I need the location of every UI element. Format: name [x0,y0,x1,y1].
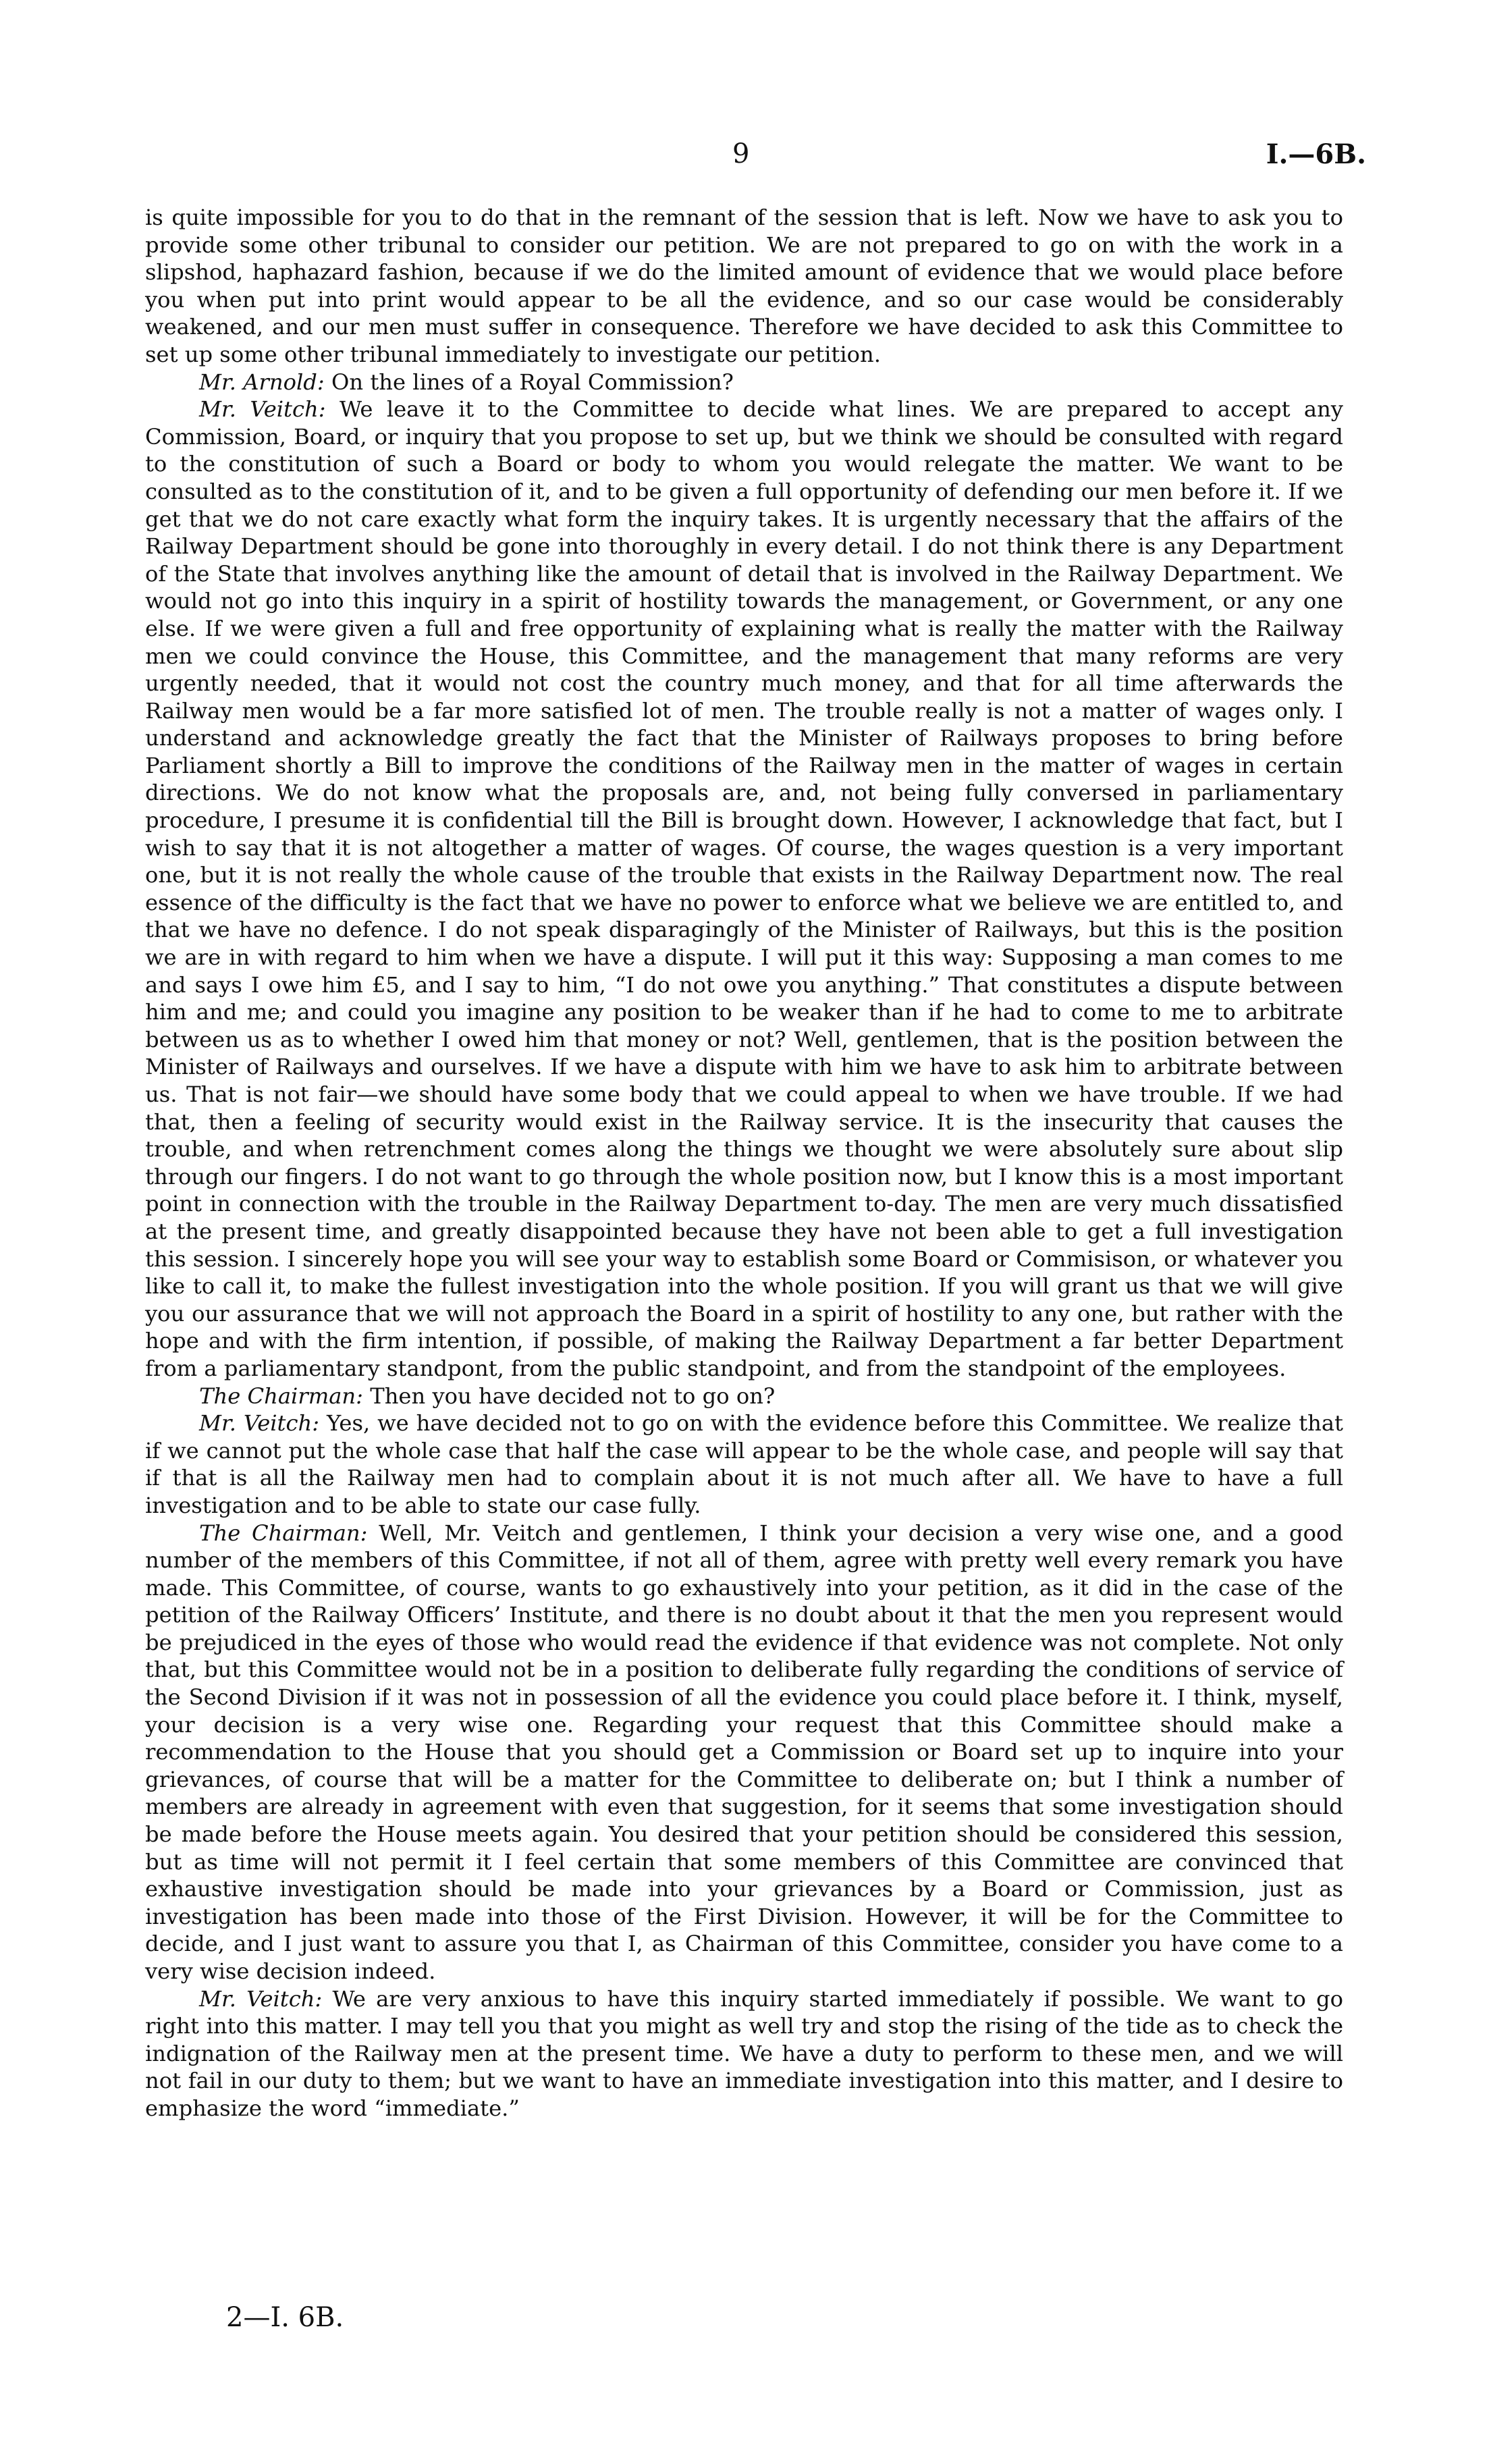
speaker-name: Mr. Veitch: [199,396,326,423]
paragraph: The Chairman: Then you have decided not to go on? [199,1383,776,1409]
signature-mark: 2—I. 6B. [226,2302,344,2333]
speaker-name: Mr. Veitch: [199,1410,320,1437]
speaker-name: The Chairman: [199,1520,368,1546]
paragraph: is quite impossible for you to do that in the remnant of the session that is left. Now we have to ask you to provide some other tribunal to consider our petition. We are not prepared to go on with the work in a slipshod, haphazard fashion, because if we do the limited amount of evidence that we would place before you when put into print would appear to be all the evidence, and so our case would be considerably weakened, and our men must suffer in consequence. Therefore we have decided to ask this Committee to set up some other tribunal immediately to investigate our petition. [145,205,1343,367]
paragraph: Mr. Veitch: We are very anxious to have this inquiry started immediately if possible. We want to go right into this matter. I may tell you that you might as well try and stop the rising of the tide as to check the indignation of the Railway men at the present time. We have a duty to perform to these men, and we will not fail in our duty to them; but we want to have an immediate investigation into this matter, and I desire to emphasize the word “immediate.” [145,1985,1343,2121]
document-reference: I.—6B. [1266,138,1366,170]
page-header [0,138,1491,179]
paragraph: Mr. Veitch: We leave it to the Committee to decide what lines. We are prepared to accept any Commission, Board, or inquiry that you propose to set up, but we think we should be consulted with regard to the constitution of such a Board or body to whom you would relegate the matter. We want to be consulted as to the constitution of it, and to be given a full opportunity of defending our men before it. If we get that we do not care exactly what form the inquiry takes. It is urgently necessary that the affairs of the Railway Department should be gone into thoroughly in every detail. I do not think there is any Department of the State that involves anything like the amount of detail that is involved in the Railway Department. We would not go into this inquiry in a spirit of hostility towards the management, or Government, or any one else. If we were given a full and free opportunity of explaining what is really the matter with the Railway men we could convince the House, this Committee, and the management that many reforms are very urgently needed, that it would not cost the country much money, and that for all time afterwards the Railway men would be a far more satisfied lot of men. The trouble really is not a matter of wages only. I understand and acknowledge greatly the fact that the Minister of Railways proposes to bring before Parliament shortly a Bill to improve the conditions of the Railway men in the matter of wages in certain directions. We do not know what the proposals are, and, not being fully conversed in parliamentary procedure, I presume it is confidential till the Bill is brought down. However, I acknowledge that fact, but I wish to say that it is not altogether a matter of wages. Of course, the wages question is a very important one, but it is not really the whole cause of the trouble that exists in the Railway Department now. The real essence of the difficulty is the fact that we have no power to enforce what we believe we are entitled to, and that we have no defence. I do not speak disparagingly of the Minister of Railways, but this is the position we are in with regard to him when we have a dispute. I will put it this way: Supposing a man comes to me and says I owe him £5, and I say to him, “I do not owe you anything.” That constitutes a dispute between him and me; and could you imagine any position to be weaker than if he had to come to me to arbitrate between us as to whether I owed him that money or not? Well, gentlemen, that is the position between the Minister of Railways and ourselves. If we have a dispute with him we have to ask him to arbitrate between us. That is not fair—we should have some body that we could appeal to when we have trouble. If we had that, then a feeling of security would exist in the Railway service. It is the insecurity that causes the trouble, and when retrenchment comes along the things we thought we were absolutely sure about slip through our fingers. I do not want to go through the whole position now, but I know this is a most important point in connection with the trouble in the Railway Department to-day. The men are very much dissatisfied at the present time, and greatly disappointed because they have not been able to get a full investigation this session. I sincerely hope you will see your way to establish some Board or Commisison, or whatever you like to call it, to make the fullest investigation into the whole position. If you will grant us that we will give you our assurance that we will not approach the Board in a spirit of hostility to any one, but rather with the hope and with the firm intention, if possible, of making the Railway Department a far better Department from a parliamentary standpont, from the public standpoint, and from the standpoint of the employees. [145,396,1343,1381]
paragraph: Mr. Arnold: On the lines of a Royal Commission? [199,369,734,395]
paragraph: The Chairman: Well, Mr. Veitch and gentlemen, I think your decision a very wise one, and a good number of the members of this Committee, if not all of them, agree with pretty well every remark you have made. This Committee, of course, wants to go exhaustively into your petition, as it did in the case of the petition of the Railway Officers’ Institute, and there is no doubt about it that the men you represent would be prejudiced in the eyes of those who would read the evidence if that evidence was not complete. Not only that, but this Committee would not be in a position to deliberate fully regarding the conditions of service of the Second Division if it was not in possession of all the evidence you could place before it. I think, myself, your decision is a very wise one. Regarding your request that this Committee should make a recommendation to the House that you should get a Commission or Board set up to inquire into your grievances, of course that will be a matter for the Committee to deliberate on; but I think a number of members are already in agreement with even that suggestion, for it seems that some investigation should be made before the House meets again. You desired that your petition should be considered this session, but as time will not permit it I feel certain that some members of this Committee are convinced that exhaustive investigation should be made into your grievances by a Board or Commission, just as investigation has been made into those of the First Division. However, it will be for the Committee to decide, and I just want to assure you that I, as Chairman of this Committee, consider you have come to a very wise decision indeed. [145,1520,1343,1984]
page-number: 9 [732,138,750,169]
speaker-name: Mr. Veitch: [199,1985,323,2012]
speaker-name: The Chairman: [199,1383,363,1409]
paragraph: Mr. Veitch: Yes, we have decided not to go on with the evidence before this Committee. We realize that if we cannot put the whole case that half the case will appear to be the whole case, and people will say that if that is all the Railway men had to complain about it is not much after all. We have to have a full investigation and to be able to state our case fully. [145,1410,1343,1518]
document-body [145,204,1343,2122]
speaker-name: Mr. Arnold: [199,369,325,395]
